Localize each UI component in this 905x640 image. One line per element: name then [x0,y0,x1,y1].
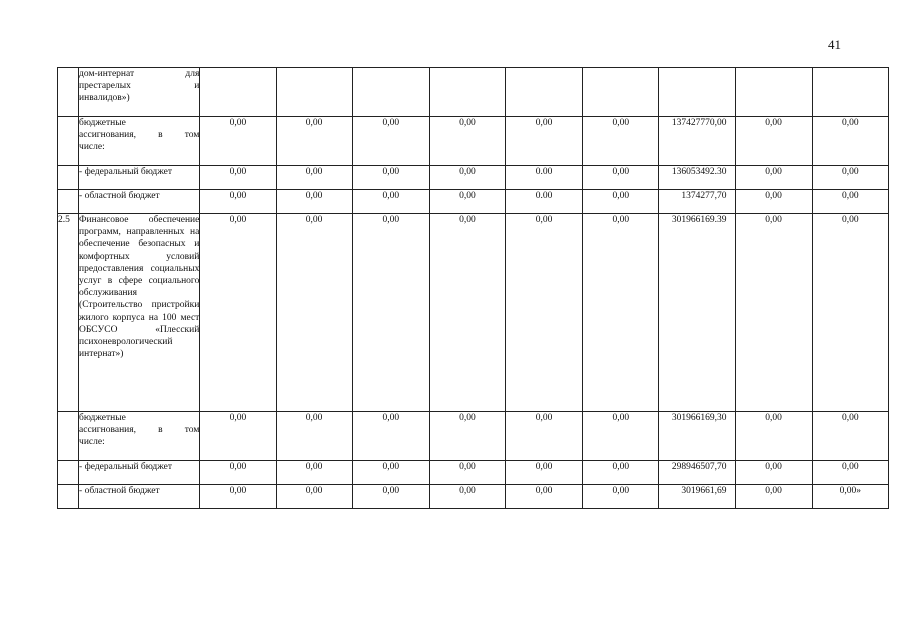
value-cell: 0,00 [200,412,276,461]
value-cell: 0,00 [352,485,429,509]
value-cell: 0,00 [429,461,505,485]
value-cell: 0,00 [812,412,888,461]
value-cell [429,68,505,117]
value-cell: 0,00 [352,166,429,190]
row-name: - федеральный бюджет [79,166,200,190]
value-cell: 0,00 [735,214,812,412]
value-cell: 0.00 [506,166,583,190]
value-cell: 0,00 [735,190,812,214]
value-cell: 0,00 [506,461,583,485]
value-cell: 0,00 [352,117,429,166]
row-number [58,461,79,485]
value-cell: 0,00 [735,117,812,166]
value-cell: 0,00 [735,461,812,485]
value-cell: 0,00 [812,166,888,190]
value-cell: 0,00 [506,117,583,166]
row-number: 2.5 [58,214,79,412]
table-row [58,190,889,214]
value-cell: 0,00 [200,485,276,509]
value-cell: 0,00 [276,461,352,485]
budget-table [57,67,889,509]
value-cell: 0,00 [352,461,429,485]
table-row [58,166,889,190]
row-number [58,412,79,461]
table-row [58,412,889,461]
value-cell: 0,00 [429,214,505,412]
value-cell: 301966169.39 [659,214,735,412]
value-cell: 0,00 [352,214,429,412]
value-cell: 0,00 [812,190,888,214]
value-cell: 0,00 [200,461,276,485]
row-name: бюджетные ассигнования, в том числе: [79,117,200,166]
value-cell: 0,00 [276,214,352,412]
value-cell: 0,00» [812,485,888,509]
value-cell: 136053492.30 [659,166,735,190]
value-cell: 0,00 [352,412,429,461]
value-cell: 0,00 [429,166,505,190]
value-cell: 301966169,30 [659,412,735,461]
value-cell: 0,00 [429,412,505,461]
value-cell: 0,00 [506,412,583,461]
value-cell: 0,00 [276,190,352,214]
value-cell: 0,00 [200,190,276,214]
value-cell: 0,00 [812,214,888,412]
value-cell [583,68,659,117]
value-cell [352,68,429,117]
value-cell: 0,00 [583,214,659,412]
value-cell: 1374277,70 [659,190,735,214]
row-number [58,117,79,166]
row-number [58,190,79,214]
value-cell: 0,00 [506,214,583,412]
row-name: - областной бюджет [79,485,200,509]
value-cell: 0,00 [276,117,352,166]
row-number [58,166,79,190]
value-cell [276,68,352,117]
value-cell [200,68,276,117]
value-cell: 0,00 [583,461,659,485]
value-cell [659,68,735,117]
value-cell: 0.00 [506,190,583,214]
value-cell: 0,00 [200,166,276,190]
value-cell: 0,00 [200,117,276,166]
value-cell: 0,00 [276,485,352,509]
value-cell: 0,00 [583,412,659,461]
value-cell: 0,00 [583,190,659,214]
value-cell: 0,00 [276,166,352,190]
value-cell: 137427770,00 [659,117,735,166]
value-cell: 0,00 [735,412,812,461]
row-name: бюджетные ассигнования, в том числе: [79,412,200,461]
value-cell: 0,00 [812,461,888,485]
value-cell: 0,00 [352,190,429,214]
value-cell: 0,00 [735,485,812,509]
value-cell: 298946507,70 [659,461,735,485]
page-number: 41 [828,37,841,52]
value-cell: 0,00 [429,485,505,509]
row-name: - федеральный бюджет [79,461,200,485]
value-cell: 3019661,69 [659,485,735,509]
table-row [58,461,889,485]
row-name: дом-интернат для престарелых и инвалидов») [79,68,200,117]
table-row [58,117,889,166]
value-cell: 0,00 [812,117,888,166]
value-cell: 0,00 [506,485,583,509]
value-cell: 0,00 [276,412,352,461]
table-row [58,214,889,412]
row-number [58,485,79,509]
value-cell: 0,00 [429,190,505,214]
value-cell: 0,00 [735,166,812,190]
value-cell: 0,00 [583,485,659,509]
value-cell: 0,00 [200,214,276,412]
row-name: Финансовое обеспечение программ, направленных на обеспечение безопасных и комфортных условий предоставления социальных услуг в сфере социального обслуживания (Строительство пристройки жилого корпуса на 100 мест ОБСУСО «Плесский психоневрологический интернат») [79,214,200,412]
value-cell [735,68,812,117]
value-cell: 0,00 [583,117,659,166]
row-name: - областной бюджет [79,190,200,214]
table-row [58,68,889,117]
value-cell: 0,00 [429,117,505,166]
value-cell [506,68,583,117]
row-number [58,68,79,117]
table-row [58,485,889,509]
value-cell [812,68,888,117]
value-cell: 0,00 [583,166,659,190]
